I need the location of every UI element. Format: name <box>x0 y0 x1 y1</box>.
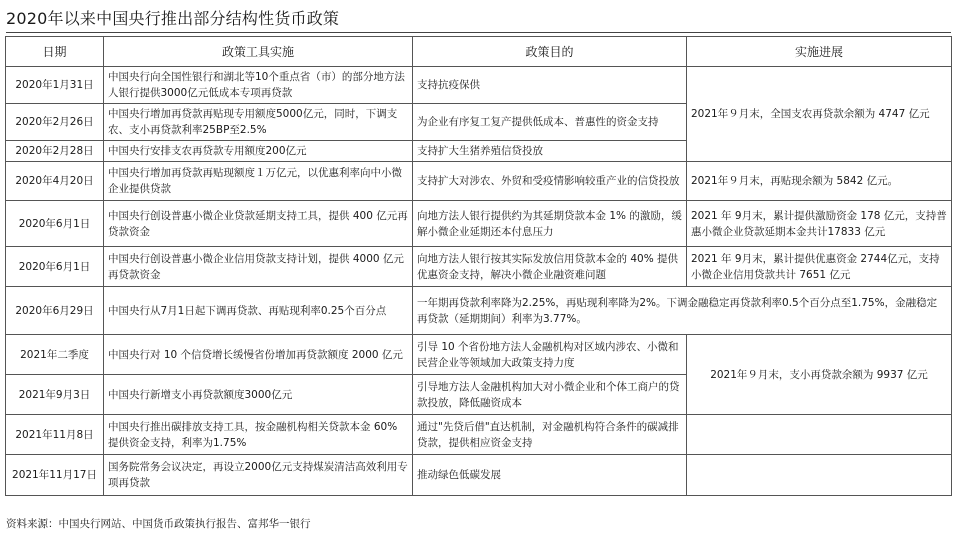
row-date: 2020年2月28日 <box>6 141 104 162</box>
row-date: 2020年1月31日 <box>6 67 104 104</box>
row-date: 2021年11月8日 <box>6 415 104 455</box>
header-purpose: 政策目的 <box>413 37 687 67</box>
row-purpose: 引导 10 个省份地方法人金融机构对区域内涉农、小微和民营企业等领域加大政策支持力度 <box>413 335 687 375</box>
row-date: 2020年4月20日 <box>6 162 104 201</box>
row-tool: 中国央行对 10 个信贷增长缓慢省份增加再贷款额度 2000 亿元 <box>104 335 413 375</box>
header-tool: 政策工具实施 <box>104 37 413 67</box>
row-tool: 中国央行创设普惠小微企业信用贷款支持计划，提供 4000 亿元再贷款资金 <box>104 247 413 287</box>
row-tool: 中国央行创设普惠小微企业贷款延期支持工具，提供 400 亿元再贷款资金 <box>104 201 413 247</box>
row-progress: 2021年９月末，再贴现余额为 5842 亿元。 <box>687 162 952 201</box>
row-date: 2020年2月26日 <box>6 104 104 141</box>
row-date: 2021年二季度 <box>6 335 104 375</box>
header-progress: 实施进展 <box>687 37 952 67</box>
row-progress: 2021 年 9月末，累计提供激励资金 178 亿元，支持普惠小微企业贷款延期本金共计17833 亿元 <box>687 201 952 247</box>
table-row <box>6 287 952 335</box>
row-progress-empty <box>687 455 952 496</box>
row-date: 2020年6月1日 <box>6 247 104 287</box>
row-progress-empty <box>687 415 952 455</box>
row-tool: 中国央行从7月1日起下调再贷款、再贴现利率0.25个百分点 <box>104 287 413 335</box>
row-purpose: 支持扩大生猪养殖信贷投放 <box>413 141 687 162</box>
source-note: 资料来源：中国央行网站、中国货币政策执行报告、富邦华一银行 <box>6 518 311 530</box>
row-purpose: 通过"先贷后借"直达机制，对金融机构符合条件的碳减排贷款，提供相应资金支持 <box>413 415 687 455</box>
row-tool: 中国央行增加再贷款再贴现专用额度5000亿元，同时，下调支农、支小再贷款利率25BP至2.5% <box>104 104 413 141</box>
row-purpose: 支持扩大对涉农、外贸和受疫情影响较重产业的信贷投放 <box>413 162 687 201</box>
page-title: 2020年以来中国央行推出部分结构性货币政策 <box>6 6 951 33</box>
row-purpose: 向地方法人银行按其实际发放信用贷款本金的 40% 提供优惠资金支持，解决小微企业融资难问题 <box>413 247 687 287</box>
table-row <box>6 67 952 104</box>
table-row <box>6 455 952 496</box>
row-tool: 中国央行向全国性银行和湖北等10个重点省（市）的部分地方法人银行提供3000亿元低成本专项再贷款 <box>104 67 413 104</box>
table-row <box>6 247 952 287</box>
row-purpose: 推动绿色低碳发展 <box>413 455 687 496</box>
table-row <box>6 201 952 247</box>
row-purpose: 向地方法人银行提供约为其延期贷款本金 1% 的激励，缓解小微企业延期还本付息压力 <box>413 201 687 247</box>
row-date: 2020年6月1日 <box>6 201 104 247</box>
row-progress: 2021年９月末，支小再贷款余额为 9937 亿元 <box>687 335 952 415</box>
row-date: 2020年6月29日 <box>6 287 104 335</box>
table-row <box>6 162 952 201</box>
row-tool: 国务院常务会议决定，再设立2000亿元支持煤炭清洁高效利用专项再贷款 <box>104 455 413 496</box>
row-purpose-merged: 一年期再贷款利率降为2.25%，再贴现利率降为2%。下调金融稳定再贷款利率0.5个百分点至1.75%，金融稳定再贷款（延期期间）利率为3.77%。 <box>413 287 952 335</box>
row-tool: 中国央行安排支农再贷款专用额度200亿元 <box>104 141 413 162</box>
row-progress: 2021年９月末，全国支农再贷款余额为 4747 亿元 <box>687 67 952 162</box>
row-purpose: 为企业有序复工复产提供低成本、普惠性的资金支持 <box>413 104 687 141</box>
row-tool: 中国央行增加再贷款再贴现额度１万亿元，以优惠利率向中小微企业提供贷款 <box>104 162 413 201</box>
row-purpose: 支持抗疫保供 <box>413 67 687 104</box>
header-date: 日期 <box>6 37 104 67</box>
table-row <box>6 335 952 375</box>
row-purpose: 引导地方法人金融机构加大对小微企业和个体工商户的贷款投放，降低融资成本 <box>413 375 687 415</box>
table-header-row <box>6 37 952 67</box>
table-row <box>6 415 952 455</box>
row-date: 2021年11月17日 <box>6 455 104 496</box>
row-progress: 2021 年 9月末，累计提供优惠资金 2744亿元，支持小微企业信用贷款共计 7651 亿元 <box>687 247 952 287</box>
row-date: 2021年9月3日 <box>6 375 104 415</box>
row-tool: 中国央行推出碳排放支持工具，按金融机构相关贷款本金 60% 提供资金支持，利率为1.75% <box>104 415 413 455</box>
row-tool: 中国央行新增支小再贷款额度3000亿元 <box>104 375 413 415</box>
policy-table <box>5 36 952 496</box>
